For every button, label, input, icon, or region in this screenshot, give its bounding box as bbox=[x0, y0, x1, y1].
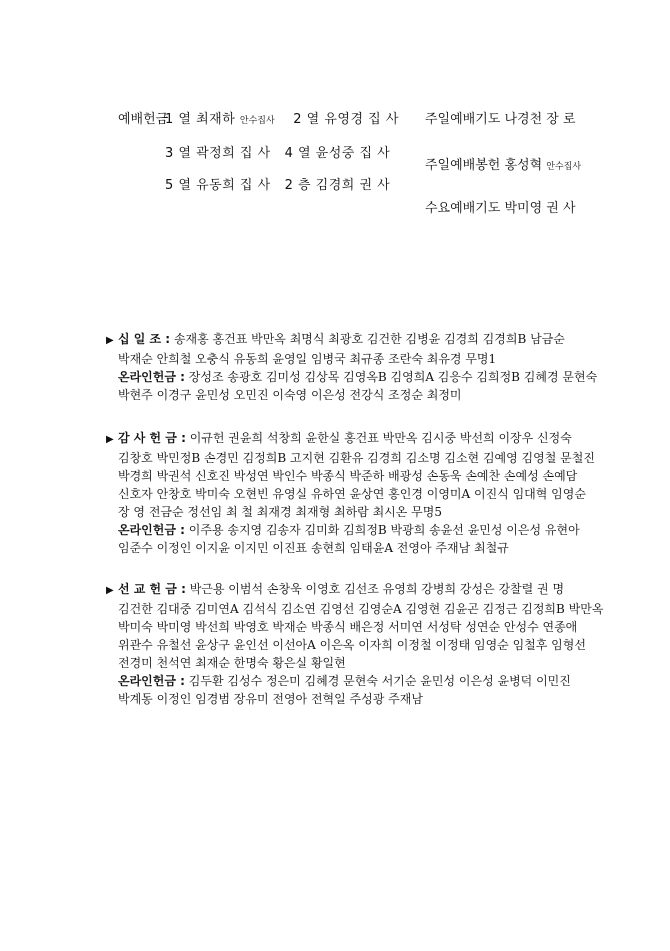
section-head-line bbox=[106, 330, 586, 350]
prayer-sunday bbox=[425, 108, 576, 127]
name-line: 박계동 이정인 임경범 장유미 전영아 전혁일 주성광 주재남 bbox=[118, 692, 423, 706]
name-line: 김창호 박민정B 손경민 김정희B 고지현 김환유 김경희 김소명 김소현 김예영 김영철 문철진 bbox=[118, 451, 595, 465]
section-heading: 십 일 조 : bbox=[118, 332, 171, 346]
name-line: 장성조 송광호 김미성 김상목 김영옥B 김영희A 김응수 김희정B 김혜경 문현숙 bbox=[188, 370, 598, 384]
prayer-wednesday bbox=[425, 197, 576, 216]
section-head-line bbox=[106, 580, 586, 600]
prayer-text: 주일예배기도 나경천 장 로 bbox=[425, 112, 576, 127]
mission-section bbox=[106, 580, 604, 708]
name-line: 위관수 유철선 윤상구 윤인선 이선아A 이은옥 이자희 이정철 이정태 임영순 임철후 임형선 bbox=[118, 638, 586, 652]
name-line: 박근용 이범석 손창욱 이영호 김선조 유영희 강병희 강성은 강찰렬 권 명 bbox=[189, 582, 565, 596]
prayer-sunday-offering bbox=[425, 154, 581, 173]
prayer-title: 안수집사 bbox=[546, 162, 582, 172]
online-heading: 온라인헌금 : bbox=[118, 370, 185, 384]
online-heading: 온라인헌금 : bbox=[118, 523, 185, 537]
section-head-line bbox=[106, 429, 586, 449]
section-heading: 선 교 헌 금 : bbox=[118, 582, 186, 596]
section-heading: 감 사 헌 금 : bbox=[118, 431, 186, 445]
offering-row-rest: 2 열 유영경 집 사 bbox=[293, 112, 399, 127]
name-line: 박재순 안희철 오충식 유동희 윤영일 임병국 최규종 조란숙 최유경 무명1 bbox=[118, 352, 497, 366]
offering-row-1 bbox=[165, 108, 399, 127]
name-line: 전경미 천석연 최재순 한명숙 황은실 황일현 bbox=[118, 656, 346, 670]
triangle-bullet-icon: ▶ bbox=[106, 585, 114, 596]
triangle-bullet-icon: ▶ bbox=[106, 434, 114, 445]
prayer-text: 주일예배봉헌 홍성혁 bbox=[425, 158, 543, 173]
name-line: 이규헌 권윤희 석창희 윤한실 홍건표 박만옥 김시중 박선희 이장우 신정숙 bbox=[189, 431, 572, 445]
offering-row-main: 5 열 유동희 집 사 bbox=[165, 178, 271, 193]
triangle-bullet-icon: ▶ bbox=[106, 335, 114, 346]
name-line: 장 영 전금순 정선임 최 철 최재경 최재형 최하람 최시온 무명5 bbox=[118, 505, 442, 519]
name-line: 신호자 안창호 박미숙 오현빈 유영실 유하연 윤상연 홍인경 이영미A 이진식 임대혁 임영순 bbox=[118, 487, 586, 501]
name-line: 임준수 이정인 이지윤 이지민 이진표 송현희 임태윤A 전영아 주재남 최철규 bbox=[118, 541, 509, 555]
name-line: 송재홍 홍건표 박만옥 최명식 최광호 김건한 김병윤 김경희 김경희B 남금순 bbox=[173, 332, 565, 346]
offering-row-main: 3 열 곽정희 집 사 bbox=[165, 146, 271, 161]
name-line: 김두환 김성수 정은미 김혜경 문현숙 서기순 윤민성 이은성 윤병덕 이민진 bbox=[188, 674, 571, 688]
offering-row-title: 안수집사 bbox=[239, 116, 275, 126]
name-line: 박경희 박권석 신호진 박성연 박인수 박종식 박준하 배광성 손동욱 손예찬 손예성 손예담 bbox=[118, 469, 578, 483]
online-line bbox=[106, 368, 598, 386]
online-line bbox=[106, 521, 586, 539]
tithe-section bbox=[106, 330, 598, 404]
offering-row-5 bbox=[165, 174, 390, 193]
prayer-text: 수요예배기도 박미영 권 사 bbox=[425, 201, 576, 216]
offering-row-rest: 4 열 윤성중 집 사 bbox=[284, 146, 391, 161]
name-line: 박현주 이경구 윤민성 오민진 이숙영 이은성 전강식 조정순 최정미 bbox=[118, 388, 462, 402]
online-line bbox=[106, 672, 586, 690]
offering-row-rest: 2 층 김경희 권 사 bbox=[284, 178, 391, 193]
name-line: 박미숙 박미영 박선희 박영호 박재순 박종식 배은정 서미연 서성탁 성연순 안성수 연종애 bbox=[118, 620, 578, 634]
online-heading: 온라인헌금 : bbox=[118, 674, 185, 688]
name-line: 김건한 김대중 김미연A 김석식 김소연 김영선 김영순A 김영현 김윤곤 김정근 김정희B 박만옥 bbox=[118, 602, 604, 616]
offering-row-3 bbox=[165, 142, 390, 161]
offering-label: 예배헌금 bbox=[118, 112, 169, 127]
thanksgiving-section bbox=[106, 429, 595, 557]
offering-row-main: 1 열 최재하 bbox=[165, 112, 236, 127]
name-line: 이주용 송지영 김송자 김미화 김희정B 박광희 송윤선 윤민성 이은성 유현아 bbox=[188, 523, 580, 537]
